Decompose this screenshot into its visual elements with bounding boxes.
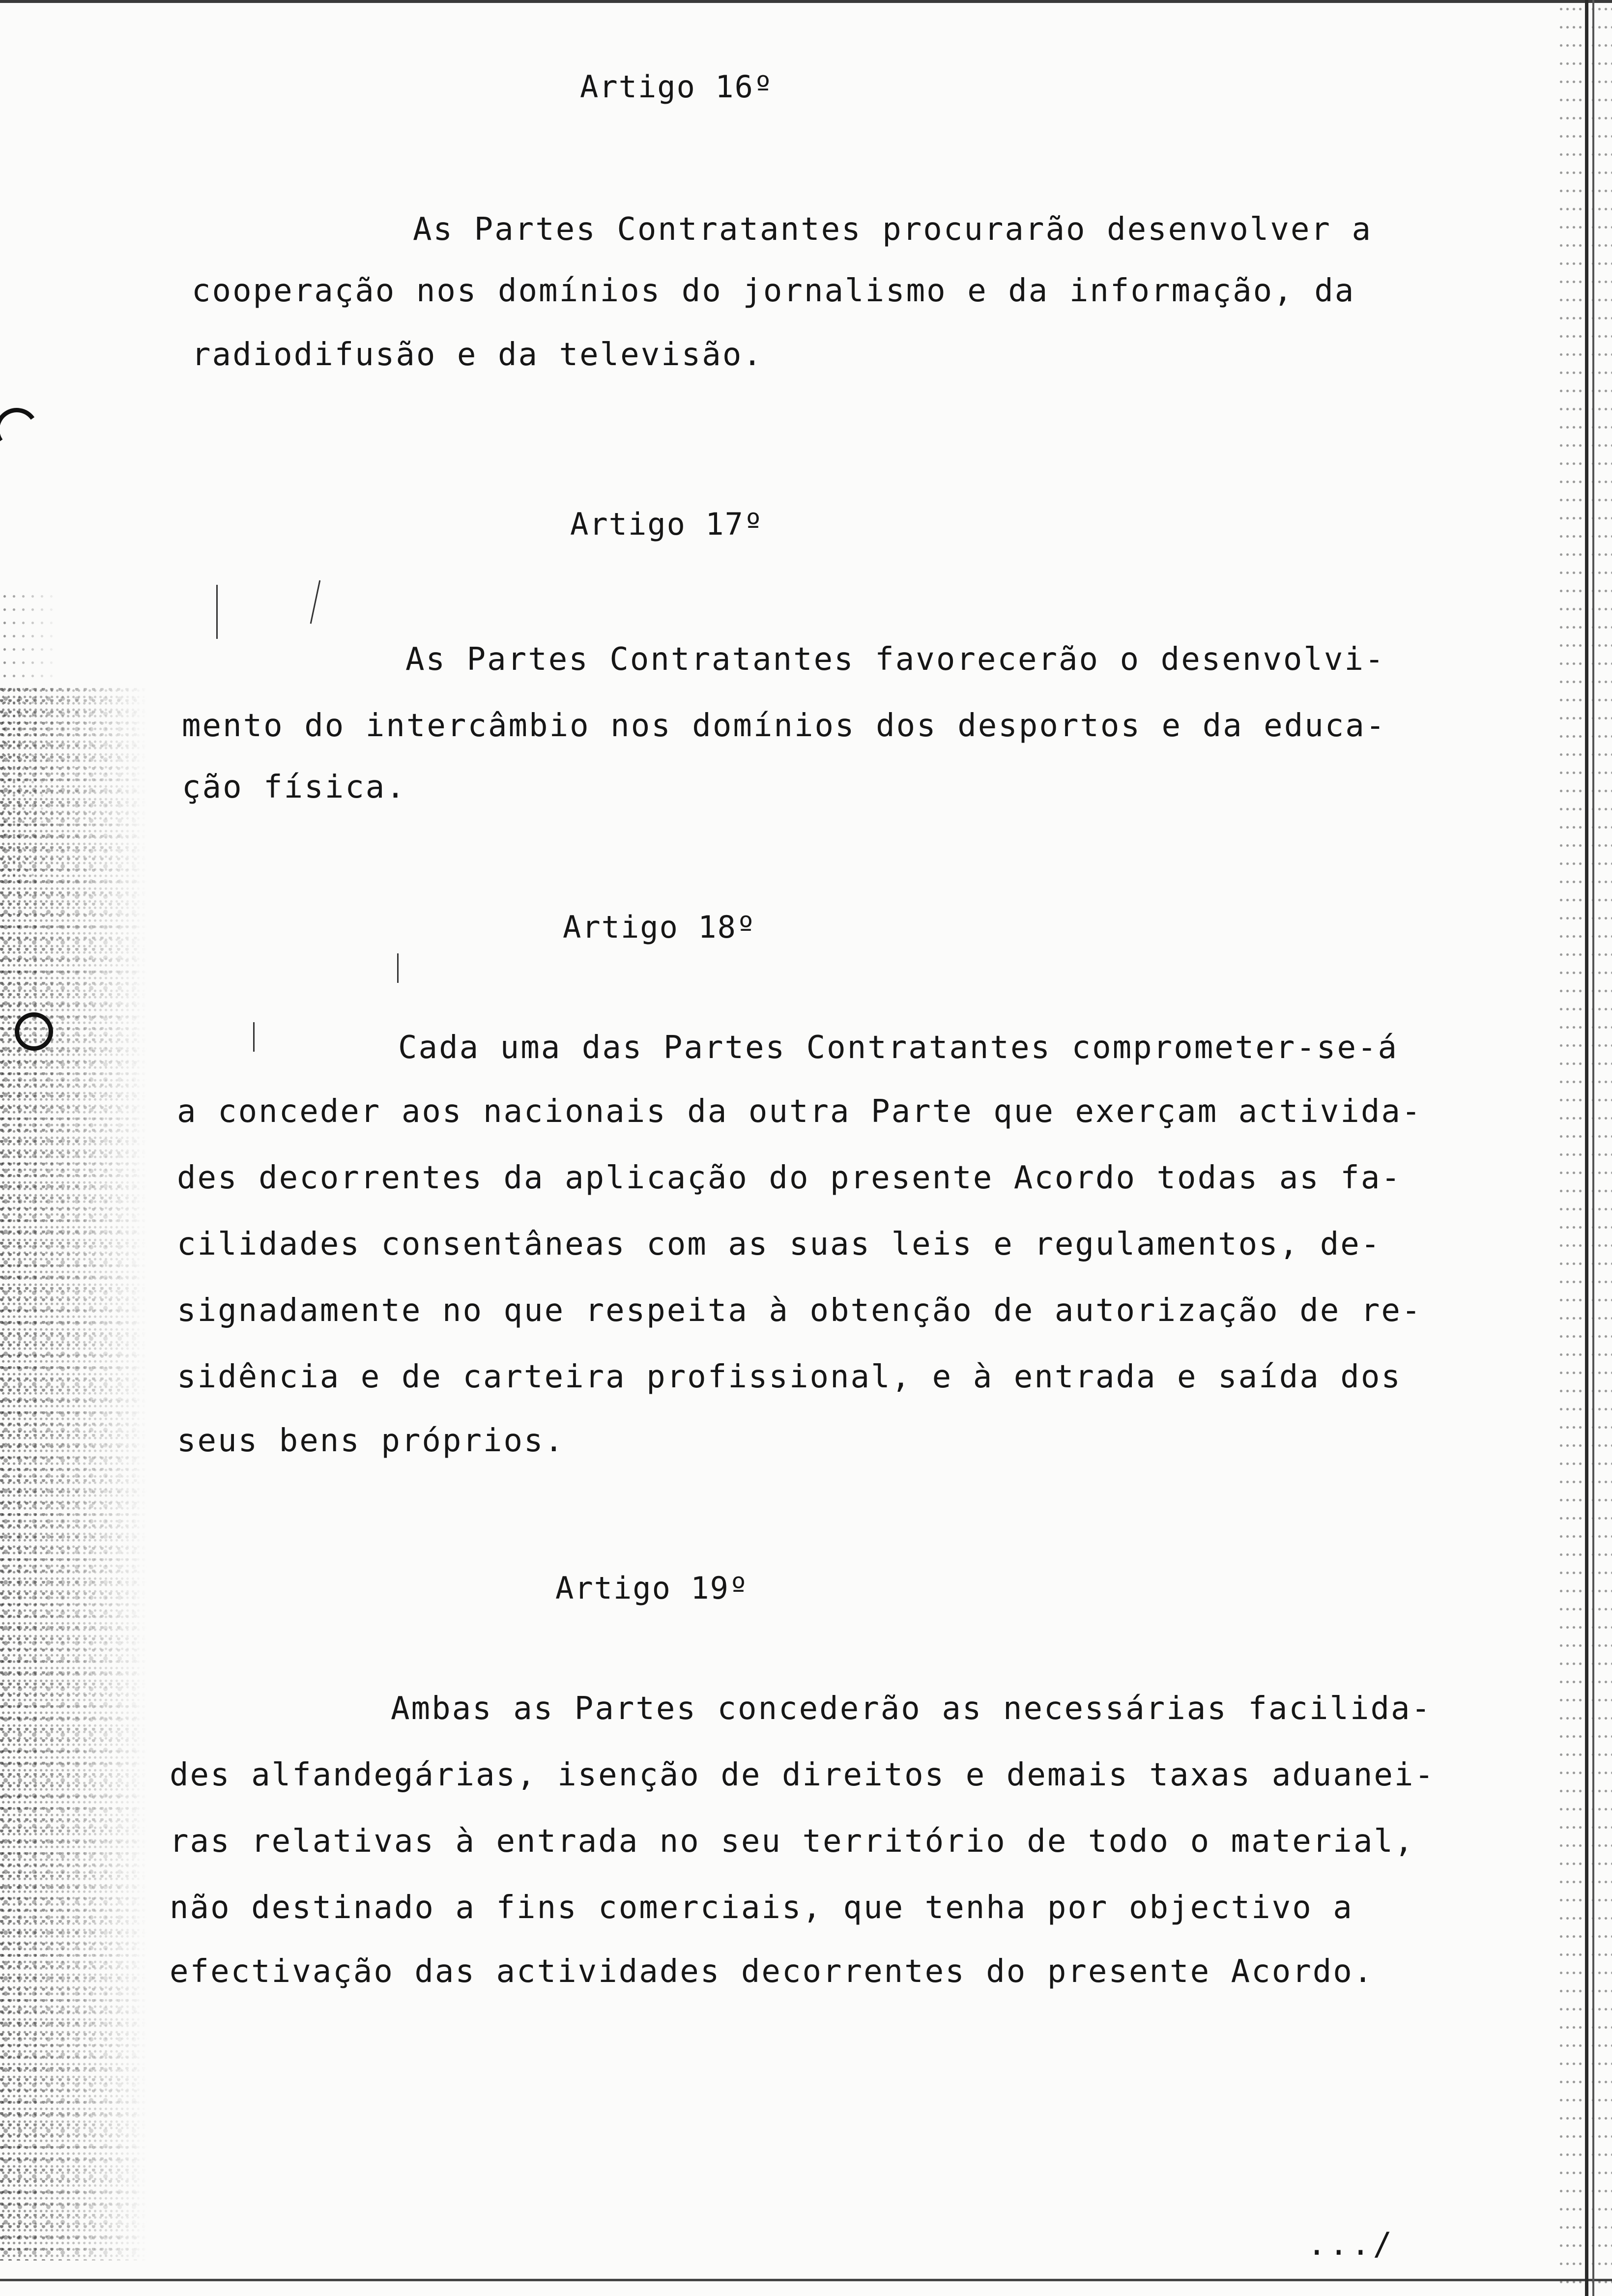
margin-mark xyxy=(216,585,218,639)
scan-noise-right-edge xyxy=(1558,0,1612,2296)
article-text-line: des decorrentes da aplicação do presente Acordo todas as fa- xyxy=(177,1160,1402,1196)
article-text-line: As Partes Contratantes favorecerão o desenvolvi- xyxy=(405,641,1385,678)
binder-hole-mark xyxy=(15,1012,53,1051)
article-heading: Artigo 17º xyxy=(570,506,764,542)
article-text-line: cooperação nos domínios do jornalismo e da informação, da xyxy=(192,273,1355,309)
article-heading: Artigo 16º xyxy=(580,69,774,105)
scan-bottom-edge xyxy=(0,2279,1612,2281)
article-text-line: ras relativas à entrada no seu território de todo o material, xyxy=(170,1823,1415,1860)
continuation-mark: .../ xyxy=(1307,2226,1395,2263)
article-text-line: efectivação das actividades decorrentes do presente Acordo. xyxy=(170,1953,1374,1990)
article-text-line: des alfandegárias, isenção de direitos e demais taxas aduanei- xyxy=(170,1757,1435,1793)
margin-mark xyxy=(397,953,399,983)
article-text-line: cilidades consentâneas com as suas leis e regulamentos, de- xyxy=(177,1226,1382,1263)
article-text-line: signadamente no que respeita à obtenção de autorização de re- xyxy=(177,1292,1422,1329)
article-text-line: sidência e de carteira profissional, e à entrada e saída dos xyxy=(177,1359,1402,1395)
article-text-line: radiodifusão e da televisão. xyxy=(192,337,763,373)
article-heading: Artigo 19º xyxy=(555,1570,749,1606)
scan-top-edge xyxy=(0,0,1612,3)
article-text-line: mento do intercâmbio nos domínios dos desportos e da educa- xyxy=(182,708,1386,744)
margin-mark xyxy=(253,1022,255,1052)
article-text-line: Ambas as Partes concederão as necessárias facilida- xyxy=(391,1691,1432,1727)
scan-noise-left xyxy=(0,688,147,2261)
article-text-line: seus bens próprios. xyxy=(177,1423,565,1459)
article-text-line: Cada uma das Partes Contratantes comprometer-se-á xyxy=(398,1030,1399,1066)
binder-hole-mark xyxy=(0,404,42,455)
article-text-line: não destinado a fins comerciais, que tenha por objectivo a xyxy=(170,1890,1353,1926)
article-text-line: As Partes Contratantes procurarão desenvolver a xyxy=(413,211,1372,248)
article-heading: Artigo 18º xyxy=(563,909,756,945)
article-text-line: a conceder aos nacionais da outra Parte que exerçam activida- xyxy=(177,1093,1422,1130)
margin-mark xyxy=(310,580,321,624)
article-text-line: ção física. xyxy=(182,769,406,805)
